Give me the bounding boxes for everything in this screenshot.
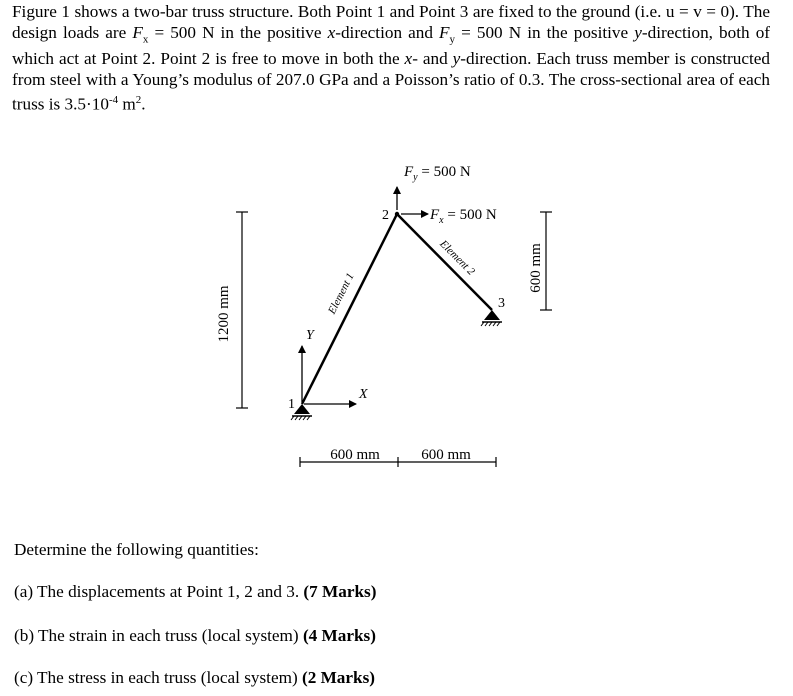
fx-load-label: $F_x = 500$ N — [430, 207, 497, 226]
node-2-point — [395, 212, 399, 216]
dimension-height-600-label: 600 mm — [528, 243, 544, 293]
question-b: (b) The strain in each truss (local system) (4 Marks) — [14, 626, 376, 645]
node-1-label: 1 — [288, 397, 295, 412]
node-2-label: 2 — [382, 208, 389, 223]
dimension-width-left-label: 600 mm — [330, 447, 380, 463]
element-1-label: Element 1 — [325, 271, 357, 317]
x-axis-label: X — [359, 387, 368, 402]
question-c: (c) The stress in each truss (local system) (2 Marks) — [14, 668, 375, 687]
dimension-width-right-label: 600 mm — [421, 447, 471, 463]
element-2-label: Element 2 — [437, 237, 478, 278]
dimension-width — [300, 447, 496, 467]
questions-heading: Determine the following quantities: — [14, 540, 259, 559]
fixed-support-node-3 — [481, 310, 502, 326]
dimension-height-1200 — [216, 212, 248, 408]
question-a: (a) The displacements at Point 1, 2 and 3. (7 Marks) — [14, 582, 377, 601]
y-axis-label: Y — [306, 328, 314, 343]
dimension-height-600 — [528, 212, 552, 310]
truss-element-2 — [397, 214, 492, 310]
dimension-height-1200-label: 1200 mm — [216, 285, 232, 343]
fy-load-label: $F_y = 500$ N — [404, 164, 471, 183]
truss-element-1 — [302, 214, 397, 404]
node-3-label: 3 — [498, 296, 505, 311]
problem-paragraph: Figure 1 shows a two-bar truss structure. Both Point 1 and Point 3 are fixed to the ground (i.e. u = v = 0). The design loads are $F_x = 500$ N in the positive x-direction and $F_y = 500$ N in the positive y-direction, both of which act at Point 2. Point 2 is free to move in both the x- and y-direction. Each truss member is constructed from steel with a Young’s modulus of 207.0 GPa and a Poisson’s ratio of 0.3. The cross-sectional area of each truss is $3.5\cdot 10^{-4}$ $m^2$. — [12, 2, 771, 115]
